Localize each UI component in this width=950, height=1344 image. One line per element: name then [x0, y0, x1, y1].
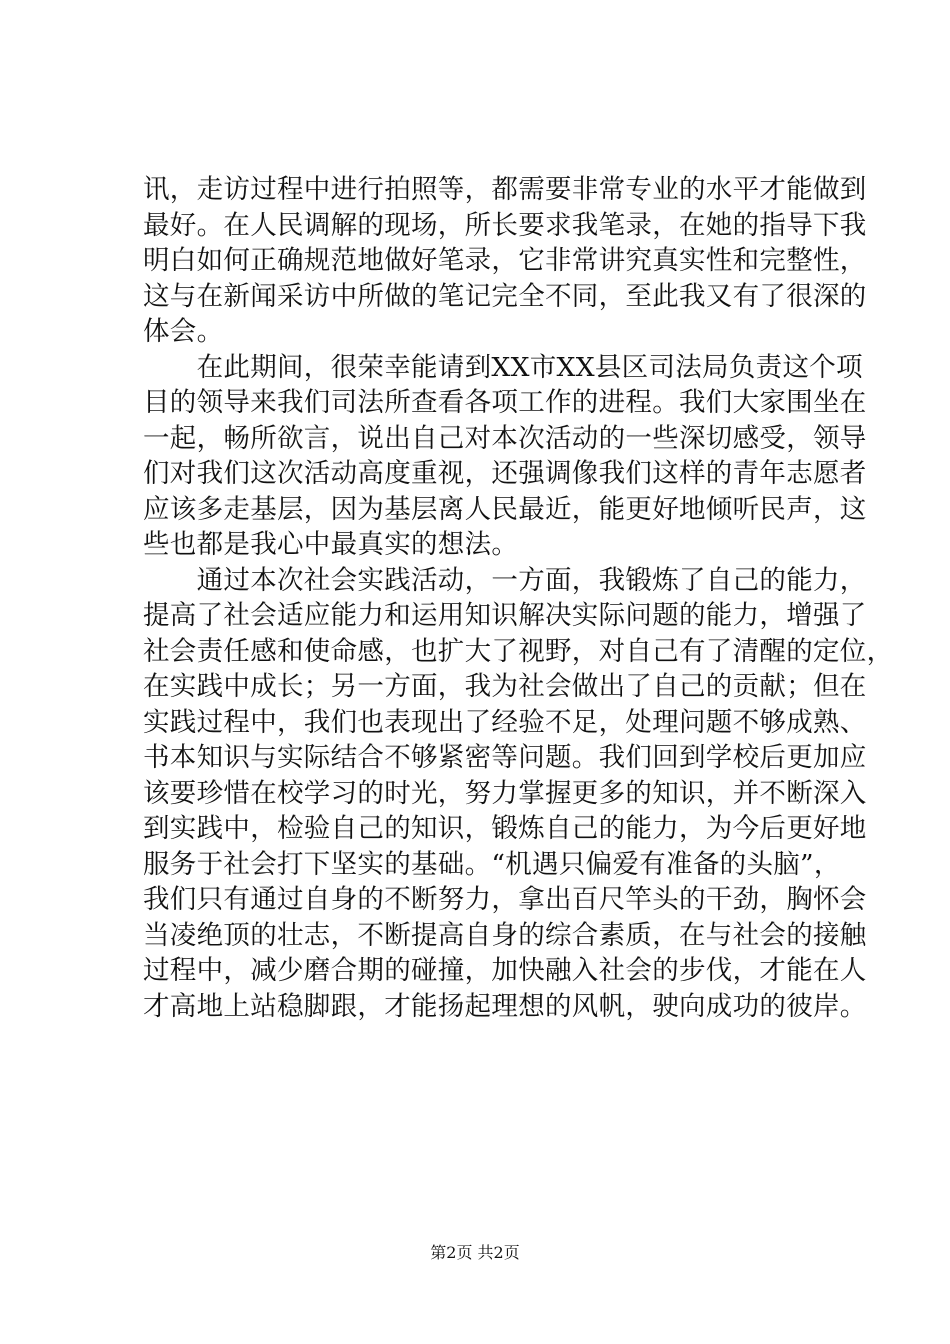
text-line: 体会。: [143, 316, 224, 347]
text-line: 在此期间，很荣幸能请到XX市XX县区司法局负责这个项: [143, 351, 863, 383]
text-line: 目的领导来我们司法所查看各项工作的进程。我们大家围坐在: [143, 387, 867, 418]
text-line: 当凌绝顶的壮志，不断提高自身的综合素质，在与社会的接触: [143, 919, 867, 951]
text-line: 这与在新闻采访中所做的笔记完全不同，至此我又有了很深的: [143, 280, 867, 312]
text-line: 实践过程中，我们也表现出了经验不足，处理问题不够成熟、: [143, 706, 867, 738]
text-line: 才高地上站稳脚跟，才能扬起理想的风帆，驶向成功的彼岸。: [143, 990, 867, 1022]
text-line: 过程中，减少磨合期的碰撞，加快融入社会的步伐，才能在人: [143, 955, 867, 986]
body-text: [143, 172, 894, 1024]
page-footer: [0, 1243, 950, 1263]
text-line: 在实践中成长；另一方面，我为社会做出了自己的贡献；但在: [143, 671, 867, 702]
text-line: 提高了社会适应能力和运用知识解决实际问题的能力，增强了: [143, 600, 867, 631]
text-line: 明白如何正确规范地做好笔录，它非常讲究真实性和完整性，: [143, 245, 867, 276]
text-line: 应该多走基层，因为基层离人民最近，能更好地倾听民声，这: [143, 493, 867, 525]
text-line: 通过本次社会实践活动，一方面，我锻炼了自己的能力，: [143, 564, 867, 596]
text-line: 我们只有通过自身的不断努力，拿出百尺竿头的干劲，胸怀会: [143, 884, 867, 915]
text-line: 最好。在人民调解的现场，所长要求我笔录，在她的指导下我: [143, 209, 867, 241]
text-line: 该要珍惜在校学习的时光，努力掌握更多的知识，并不断深入: [143, 777, 867, 809]
text-line: 一起，畅所欲言，说出自己对本次活动的一些深切感受，领导: [143, 422, 867, 454]
text-line: 到实践中，检验自己的知识，锻炼自己的能力，为今后更好地: [143, 813, 867, 844]
text-line: 讯，走访过程中进行拍照等，都需要非常专业的水平才能做到: [143, 174, 867, 205]
page-number: 第2页 共2页: [430, 1243, 520, 1262]
text-line: 们对我们这次活动高度重视，还强调像我们这样的青年志愿者: [143, 458, 867, 489]
text-line: 服务于社会打下坚实的基础。“机遇只偏爱有准备的头脑”，: [143, 848, 841, 880]
text-line: 些也都是我心中最真实的想法。: [143, 529, 519, 560]
text-line: 书本知识与实际结合不够紧密等问题。我们回到学校后更加应: [143, 742, 867, 773]
text-line: 社会责任感和使命感，也扩大了视野，对自己有了清醒的定位，: [143, 635, 894, 667]
